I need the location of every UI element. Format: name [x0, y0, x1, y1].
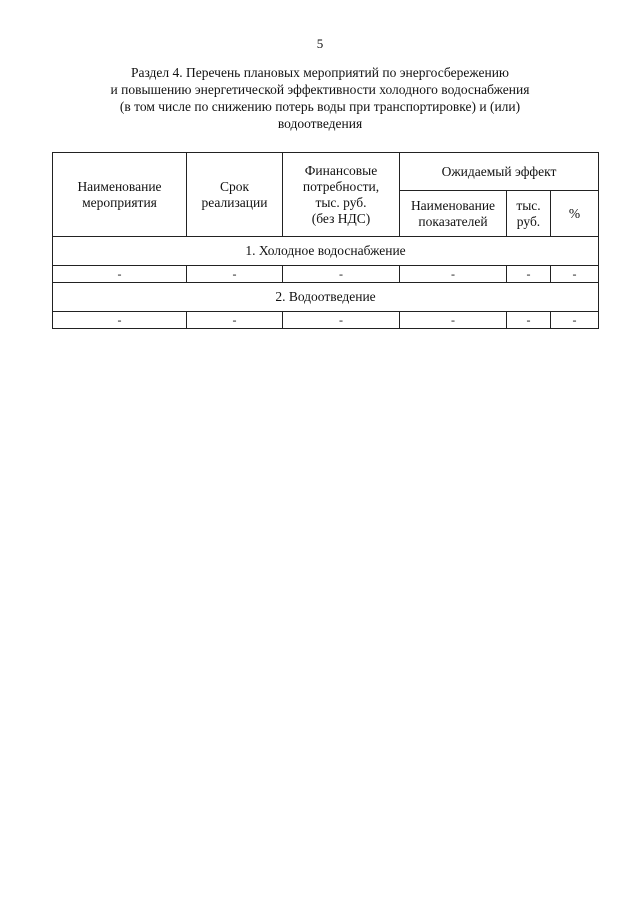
- header-text: Срок: [219, 178, 250, 194]
- header-text: тыс. руб.: [315, 194, 367, 210]
- header-text: тыс.: [516, 197, 541, 213]
- table-cell: -: [507, 266, 551, 283]
- table-cell: -: [283, 266, 400, 283]
- table-cell: -: [187, 266, 283, 283]
- header-term: [187, 153, 283, 237]
- header-text: Наименование: [77, 178, 162, 194]
- section-title: [60, 64, 580, 132]
- table-cell: -: [53, 312, 187, 329]
- table-cell: -: [400, 312, 507, 329]
- header-text: Финансовые: [304, 162, 378, 178]
- table-row: [53, 266, 599, 283]
- table-cell: -: [507, 312, 551, 329]
- title-line: водоотведения: [277, 116, 363, 131]
- header-text: показателей: [418, 213, 488, 229]
- table-cell: -: [400, 266, 507, 283]
- header-percent: %: [551, 191, 599, 237]
- header-measure-name: [53, 153, 187, 237]
- section-cold-water: 1. Холодное водоснабжение: [53, 237, 599, 266]
- table-cell: -: [187, 312, 283, 329]
- measures-table: [52, 152, 599, 329]
- table-cell: -: [551, 266, 599, 283]
- title-line: Раздел 4. Перечень плановых мероприятий по энергосбережению: [130, 65, 510, 80]
- header-text: мероприятия: [82, 194, 157, 210]
- header-thousand-rub: [507, 191, 551, 237]
- header-text: (без НДС): [311, 210, 371, 226]
- table-cell: -: [551, 312, 599, 329]
- title-line: и повышению энергетической эффективности холодного водоснабжения: [110, 82, 530, 97]
- table-cell: -: [53, 266, 187, 283]
- page-number: 5: [316, 36, 324, 51]
- header-text: руб.: [516, 213, 541, 229]
- header-text: реализации: [201, 194, 268, 210]
- title-line: (в том числе по снижению потерь воды при транспортировке) и (или): [119, 99, 521, 114]
- header-text: потребности,: [302, 178, 380, 194]
- header-finance: [283, 153, 400, 237]
- table-cell: -: [283, 312, 400, 329]
- section-drainage: 2. Водоотведение: [53, 283, 599, 312]
- table-row: [53, 312, 599, 329]
- header-indicators: [400, 191, 507, 237]
- header-expected-effect: Ожидаемый эффект: [400, 153, 599, 191]
- header-text: Наименование: [410, 197, 496, 213]
